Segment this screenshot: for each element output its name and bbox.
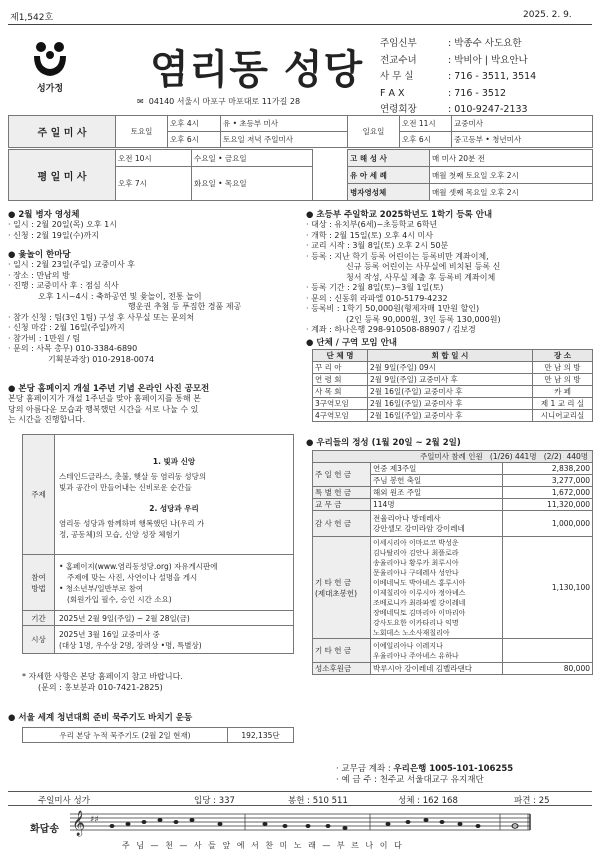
rosary-title: ● 서울 세계 청년대회 준비 묵주기도 바치기 운동 [8,713,193,723]
address: ✉ 04140 서울시 마포구 마포대로 11가길 28 [137,97,301,106]
hymn-label: 주일미사 성가 [38,796,90,806]
contact-info: 주임신부 : 박종수 사도요한 전교수녀 : 박비아 | 박요안나 사 무 실 : 716 - 3511, 3514 F A X : 716 - 3512 연령회장 : 010-9247-2133 [380,38,537,116]
hymn-communion: 성체 : 162 168 [398,796,458,806]
table-row: 꾸 리 아 [313,362,368,374]
svg-text:♯♯: ♯♯ [90,815,99,825]
parish-name: 염리동 성당 [150,47,364,93]
table-row: 사 목 회 [313,386,368,398]
issue-date: 2025. 2. 9. [523,10,572,20]
psalm-lyrics: 주 님 — 천 — 사 들 앞 에 서 찬 미 노 래 — 부 르 나 이 다 [122,841,404,850]
contest-note: * 자세한 사항은 본당 홈페이지 참고 바랍니다. (문의 : 홍보분과 010-7421-2825) [22,672,183,692]
holy-family-logo [30,40,70,94]
psalm-label: 화답송 [30,824,59,835]
weekday-mass-table: 평 일 미 사 오전 10시 수요일 • 금요일 고 해 성 사 매 미사 20분 전 오후 7시 화요일 • 목요일 유 아 세 례 매월 첫째 토요일 오후 2시 병자영성체 매월 셋째 목요일 오후 2시 [8,149,593,201]
offering-title: ● 우리들의 정성 (1월 20일 ~ 2월 2일) [306,438,461,448]
photo-contest-section: ● 본당 홈페이지 개설 1주년 기념 온라인 사진 공모전 본당 홈페이지가 개설 1주년을 맞아 홈페이지를 통해 본 당의 아름다운 모습과 행복했던 시간을 서로 나눌 수 있 는 시간을 진행합니다. [8,384,210,424]
table-row: 연 령 회 [313,374,368,386]
photo-contest-table: 주제 1. 빛과 신앙 스테인드글라스, 촛불, 햇살 등 염리동 성당의 빛과 공간이 만들어내는 신비로운 순간들 2. 성당과 우리 염리동 성당과 함께하며 행복했던 나(우리 가 정, 공동체)의 모습, 신앙 성장 체험기 참여 방법 • 홈페이지(www.염리동성당.org) 자유게시판에 주제에 맞는 사진, 사연이나 설명을 게시 • 청소년부/일반부로 참여 (회원가입 필수, 승인 시간 소요) 기간 2025년 2월 9일(주일) ~ 2월 28일(금) 시상 2025년 3월 16일 교중미사 중 (대상 1명, 우수상 2명, 장려상 •명, 특별상) [22,434,294,654]
svg-text:𝄞: 𝄞 [72,811,86,836]
offering-table: 주일미사 참례 인원 (1/26) 441명 (2/2) 440명 주 일 헌 금 연중 제3주일 2,838,200 주님 봉헌 축일 3,277,000 특 별 헌 금 해외 원조 주일 1,672,000 교 무 금 114명 11,320,000 감 사 헌 금 전율리아나 방데레사 강안셀모 강미라암 강이레네 1,000,000 기 타 헌 금 (제대초봉헌) 이세시리아 이마르코 박성운 김나탈리아 김안나 최플로라 송율리아나 황루카 최루시아 문율리아나 구데레사 성안나 이베네닉도 박아녜스 홍루시아 이제칠리아 이루시아 정아녜스 조베로니카 최라파엘 강이레네 장베네딕토 김마리아 이마리아 강사도요한 이카타리나 익명 노회데스 노소사재칠리아 1,130,100 기 타 헌 금 이예일리아나 이레지나 우율리아나 주아녜스 유하나 성소후원금 박루시아 강이레네 김벨라댄다 80,000 [312,450,593,675]
logo-text: 성가정 [36,84,64,94]
yut-section: ● 윷놀이 한마당 · 일시 : 2월 23일(주일) 교중미사 후 · 장소 : 만남의 방 · 진행 : 교중미사 후 : 점심 식사 오후 1시~4시 : 축하공연 및 윷놀이, 전통 놀이 행운권 추첨 등 푸짐한 경품 제공 · 참가 신청 : 팀(3인 1팀) 구성 후 사무실 또는 문의처 · 신청 마감 : 2월 16일(주일)까지 · 참가비 : 1만원 / 팀 · 문의 : 사목 총무) 010-3384-6890 기획분과장) 010-2918-0074 [8,250,242,364]
table-row: 4구역모임 [313,410,368,422]
bank-info: · 교무금 계좌 : 우리은행 1005-101-106255 · 예 금 주 : 천주교 서울대교구 유지재단 [336,764,514,785]
hymn-dismissal: 파견 : 25 [514,796,550,806]
sunday-mass-table: 주 일 미 사 토요일 오후 4시 유 • 초등부 미사 일요일 오전 11시 교중미사 오후 6시 토요일 저녁 주일미사 오후 6시 중고등부 • 청년미사 [8,115,593,148]
sick-communion-section: ● 2월 병자 영성체 · 일시 : 2월 20일(목) 오후 1시 · 신청 : 2월 19일(수)까지 [8,210,117,240]
hymn-offertory: 봉헌 : 510 511 [288,796,348,806]
table-row: 3구역모임 [313,398,368,410]
group-meeting-title: ● 단체 / 구역 모임 안내 [306,338,398,348]
mail-icon: ✉ [137,97,149,106]
hymn-entrance: 입당 : 337 [194,796,235,806]
psalm-score [70,808,590,838]
rosary-table: 우리 본당 누적 묵주기도 (2월 2일 현재) 192,135단 [22,727,294,743]
group-meeting-table: 단 체 명 회 합 일 시 장 소 꾸 리 아 2월 9일(주일) 09시 만 남 의 방 연 령 회 2월 9일(주일) 교중미사 후 만 남 의 방 사 목 회 2월 16일(주일) 교중미사 후 카 페 3구역모임 2월 16일(주일) 교중미사 후 제 1 교 리 실 4구역모임 2월 16일(주일) 교중미사 후 시니어교리실 [312,349,593,422]
sunday-school-section: ● 초등부 주일학교 2025학년도 1학기 등록 안내 · 대상 : 유치부(6세)~초등학교 6학년 · 개학 : 2월 15일(토) 오후 4시 미사 · 교리 시작 : 3월 8일(토) 오후 2시 50분 · 등록 : 지난 학기 등록 어린이는 등록비만 계좌이체, 신규 등록 어린이는 사무실에 비치된 등록 신 청서 작성, 사무실 제출 후 등록비 계좌이체 · 등록 기간 : 2월 8일(토)~3월 1일(토) · 문의 : 신동휘 라파엘 010-5179-4232 · 등록비 : 1학기 50,000원(형제자매 1만원 할인) (2인 등록 90,000원, 3인 등록 130,000원) · 계좌 : 하나은행 298-910508-88907 / 김보경 [306,210,501,334]
issue-number: 제1,542호 [10,13,54,23]
hymn-bar [8,791,592,806]
